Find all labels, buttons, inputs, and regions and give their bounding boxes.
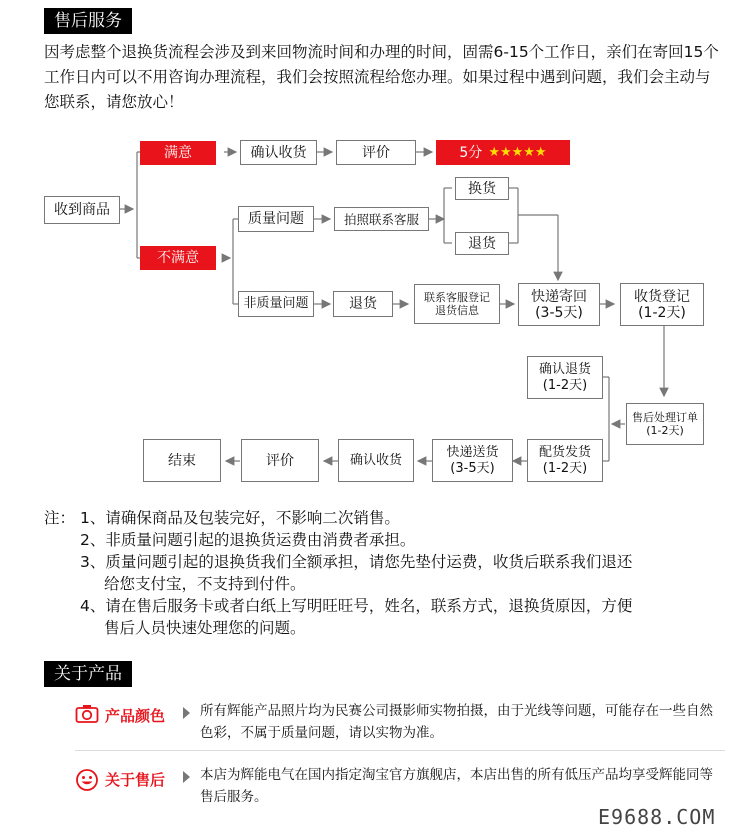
note-item <box>44 529 724 551</box>
flow-satisfied <box>140 141 216 165</box>
flow-confirm-receipt-top-label: 确认收货 <box>250 144 307 161</box>
flow-non-quality-issue-label: 非质量问题 <box>243 296 309 311</box>
flow-confirm-return <box>527 356 603 399</box>
note-continuation: 给您支付宝，不支持到付件。 <box>104 575 306 593</box>
note-num: 2、 <box>80 531 106 549</box>
flow-process-order <box>626 403 704 445</box>
flow-confirm-receipt-top <box>240 140 317 165</box>
note-item <box>44 551 724 573</box>
flow-return-quality-label: 退货 <box>468 235 496 252</box>
flow-exchange <box>455 177 509 200</box>
flow-receive-goods-label: 收到商品 <box>54 202 110 218</box>
note-num: 1、 <box>80 509 106 527</box>
product-color-label: 产品颜色 <box>105 707 166 725</box>
note-num: 4、 <box>80 597 106 615</box>
flow-process-order-line2: (1-2天) <box>646 424 684 437</box>
flow-exchange-label: 换货 <box>468 180 496 197</box>
flow-review-bottom-label: 评价 <box>266 452 294 469</box>
after-sales-header: 售后服务 <box>44 8 132 34</box>
note-item <box>44 507 724 529</box>
note-text: 请在售后服务卡或者白纸上写明旺旺号，姓名，联系方式，退换货原因，方便 <box>105 597 633 615</box>
flow-end-label: 结束 <box>168 452 196 469</box>
flow-express-return <box>518 283 600 326</box>
flow-contact-register-line2: 退货信息 <box>435 304 479 317</box>
flow-quality-issue-label: 质量问题 <box>248 211 304 227</box>
flow-receive-goods <box>44 196 120 224</box>
flow-express-deliver-line1: 快递送货 <box>446 444 499 460</box>
flow-express-return-line1: 快递寄回 <box>531 288 587 305</box>
flow-review-top <box>336 140 416 165</box>
flow-return-non-quality <box>333 291 393 317</box>
flow-express-deliver-line2: (3-5天) <box>450 460 495 476</box>
flow-rating <box>436 140 570 165</box>
flow-contact-register-line1: 联系客服登记 <box>424 291 490 304</box>
flow-receive-register-line1: 收货登记 <box>634 288 690 305</box>
flow-ship-line1: 配货发货 <box>538 444 591 460</box>
about-product-header: 关于产品 <box>44 661 132 687</box>
flow-contact-cs-label: 拍照联系客服 <box>343 211 419 227</box>
flow-review-bottom <box>241 439 319 482</box>
flow-rating-score: 5分 <box>459 144 483 161</box>
flow-satisfied-label: 满意 <box>164 145 192 161</box>
flow-unsatisfied <box>140 246 216 270</box>
smiley-icon <box>75 768 99 796</box>
after-sale-label: 关于售后 <box>105 771 166 789</box>
arrow-right-icon <box>183 771 190 783</box>
note-text: 非质量问题引起的退换货运费由消费者承担。 <box>105 531 416 549</box>
flow-quality-issue <box>238 206 314 232</box>
flow-return-non-quality-label: 退货 <box>349 296 377 312</box>
flow-contact-cs <box>334 207 429 231</box>
flow-receive-register <box>620 283 704 326</box>
section-divider <box>75 750 725 751</box>
note-item <box>44 595 724 617</box>
flow-non-quality-issue <box>238 291 314 317</box>
flow-ship <box>527 439 603 482</box>
after-sales-intro: 因考虑整个退换货流程会涉及到来回物流时间和办理的时间，固需6-15个工作日，亲们在寄回15个工作日内可以不用咨询办理流程，我们会按照流程给您办理。如果过程中遇到问题，我们会主动与您联系，请您放心！ <box>44 43 719 111</box>
flow-unsatisfied-label: 不满意 <box>157 250 199 266</box>
watermark: E9688.COM <box>598 805 716 829</box>
flow-confirm-return-line2: (1-2天) <box>542 377 588 393</box>
camera-icon <box>75 704 99 728</box>
note-text: 请确保商品及包装完好，不影响二次销售。 <box>105 509 400 527</box>
product-color-text: 所有辉能产品照片均为民赛公司摄影师实物拍摄，由于光线等问题，可能存在一些自然色彩，不属于质量问题，请以实物为准。 <box>200 703 713 741</box>
flow-express-deliver <box>432 439 513 482</box>
note-num: 3、 <box>80 553 106 571</box>
flow-confirm-receipt-bottom <box>338 439 414 482</box>
notes-prefix: 注： <box>44 509 76 527</box>
flow-receive-register-line2: (1-2天) <box>638 304 686 321</box>
flow-ship-line2: (1-2天) <box>542 460 588 476</box>
note-text: 质量问题引起的退换货我们全额承担，请您先垫付运费，收货后联系我们退还 <box>105 553 633 571</box>
flow-end <box>143 439 221 482</box>
flow-contact-register <box>414 284 500 324</box>
flow-review-top-label: 评价 <box>362 144 390 161</box>
flow-process-order-line1: 售后处理订单 <box>632 411 698 424</box>
star-icon: ★★★★★ <box>488 144 547 160</box>
flow-return-quality <box>455 232 509 255</box>
note-continuation: 售后人员快速处理您的问题。 <box>104 619 306 637</box>
flow-express-return-line2: (3-5天) <box>535 304 583 321</box>
flow-confirm-receipt-bottom-label: 确认收货 <box>349 452 402 468</box>
after-sale-text: 本店为辉能电气在国内指定淘宝官方旗舰店，本店出售的所有低压产品均享受辉能同等售后服务。 <box>200 767 713 805</box>
notes-section <box>44 507 724 639</box>
arrow-right-icon <box>183 707 190 719</box>
flow-confirm-return-line1: 确认退货 <box>538 361 591 377</box>
